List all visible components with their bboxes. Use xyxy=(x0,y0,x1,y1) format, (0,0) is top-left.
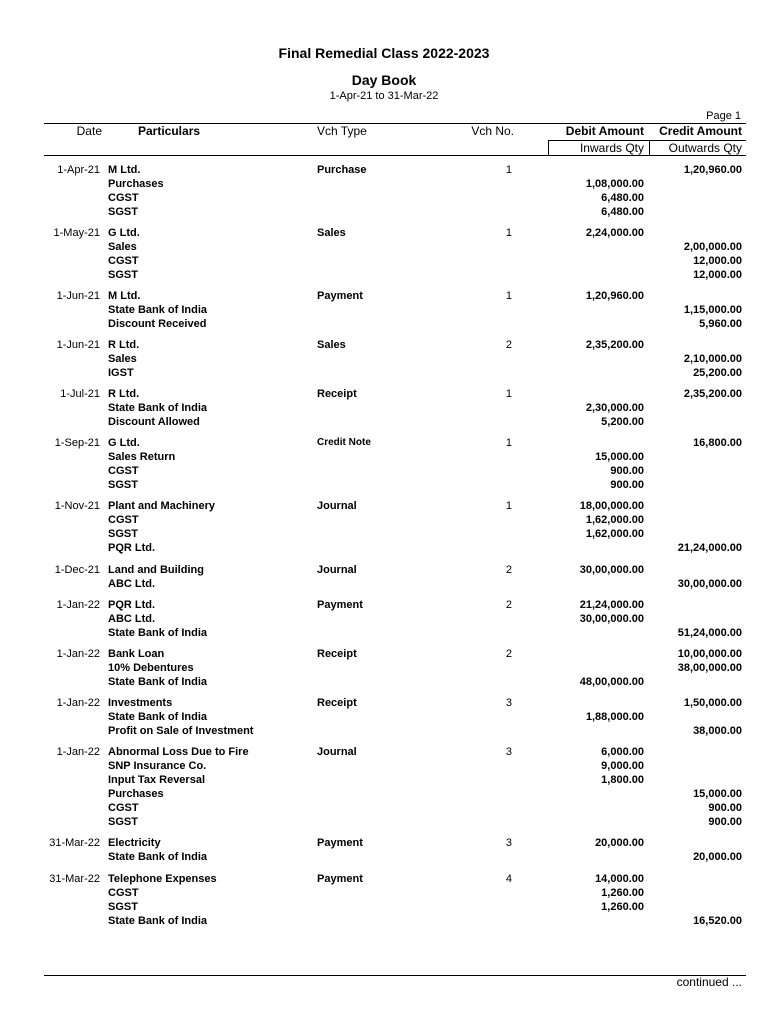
ledger-name: CGST xyxy=(108,465,139,477)
ledger-name: Purchases xyxy=(108,788,164,800)
credit-amount: 1,50,000.00 xyxy=(683,697,742,709)
ledger-name: Sales Return xyxy=(108,451,176,463)
credit-amount: 16,520.00 xyxy=(693,915,742,927)
voucher-line xyxy=(0,289,768,303)
ledger-name: G Ltd. xyxy=(108,227,140,239)
ledger-name: Discount Allowed xyxy=(108,416,200,428)
ledger-name: State Bank of India xyxy=(108,676,208,688)
voucher-type: Receipt xyxy=(317,388,357,400)
ledger-name: Sales xyxy=(108,353,137,365)
voucher-line xyxy=(0,850,768,864)
voucher-line xyxy=(0,401,768,415)
ledger-name: State Bank of India xyxy=(108,304,208,316)
voucher-line xyxy=(0,415,768,429)
debit-amount: 2,24,000.00 xyxy=(585,227,644,239)
debit-amount: 2,30,000.00 xyxy=(585,402,644,414)
voucher-line xyxy=(0,745,768,759)
voucher-line xyxy=(0,914,768,928)
ledger-name: Telephone Expenses xyxy=(108,873,217,885)
ledger-name: Plant and Machinery xyxy=(108,500,215,512)
voucher-line xyxy=(0,836,768,850)
ledger-name: Investments xyxy=(108,697,173,709)
voucher-date: 31-Mar-22 xyxy=(49,873,100,885)
credit-amount: 12,000.00 xyxy=(693,255,742,267)
ledger-name: State Bank of India xyxy=(108,711,208,723)
voucher-line xyxy=(0,450,768,464)
ledger-name: Input Tax Reversal xyxy=(108,774,205,786)
voucher-line xyxy=(0,815,768,829)
ledger-name: Bank Loan xyxy=(108,648,165,660)
ledger-name: State Bank of India xyxy=(108,915,208,927)
voucher-number: 3 xyxy=(505,746,512,758)
credit-amount: 1,20,960.00 xyxy=(683,164,742,176)
ledger-name: IGST xyxy=(108,367,134,379)
voucher-line xyxy=(0,710,768,724)
voucher-line xyxy=(0,647,768,661)
debit-amount: 1,08,000.00 xyxy=(585,178,644,190)
credit-amount: 900.00 xyxy=(708,816,742,828)
ledger-name: R Ltd. xyxy=(108,339,140,351)
voucher-line xyxy=(0,352,768,366)
voucher-date: 1-Jan-22 xyxy=(56,648,100,660)
voucher-number: 4 xyxy=(505,873,512,885)
debit-amount: 21,24,000.00 xyxy=(579,599,644,611)
ledger-name: 10% Debentures xyxy=(108,662,194,674)
credit-amount: 15,000.00 xyxy=(693,788,742,800)
voucher-number: 1 xyxy=(505,164,512,176)
debit-amount: 1,20,960.00 xyxy=(585,290,644,302)
ledger-name: CGST xyxy=(108,887,139,899)
ledger-name: SGST xyxy=(108,269,138,281)
col-vchtype-header: Vch Type xyxy=(317,124,367,138)
debit-amount: 900.00 xyxy=(610,479,644,491)
ledger-name: M Ltd. xyxy=(108,164,141,176)
voucher-number: 2 xyxy=(505,564,512,576)
credit-amount: 2,00,000.00 xyxy=(683,241,742,253)
voucher-line xyxy=(0,177,768,191)
voucher-number: 3 xyxy=(505,697,512,709)
voucher-type: Journal xyxy=(317,564,357,576)
col-inwards-header: Inwards Qty xyxy=(579,141,644,155)
voucher-date: 1-Nov-21 xyxy=(54,500,100,512)
credit-amount: 21,24,000.00 xyxy=(677,542,742,554)
ledger-name: SGST xyxy=(108,206,138,218)
ledger-name: M Ltd. xyxy=(108,290,141,302)
voucher-number: 1 xyxy=(505,290,512,302)
debit-amount: 1,62,000.00 xyxy=(585,514,644,526)
voucher-line xyxy=(0,773,768,787)
voucher-date: 1-Dec-21 xyxy=(54,564,100,576)
ledger-name: SGST xyxy=(108,528,138,540)
ledger-name: Sales xyxy=(108,241,137,253)
voucher-line xyxy=(0,900,768,914)
voucher-date: 1-Jan-22 xyxy=(56,746,100,758)
voucher-line xyxy=(0,387,768,401)
voucher-number: 1 xyxy=(505,500,512,512)
voucher-number: 2 xyxy=(505,339,512,351)
book-title: Day Book xyxy=(351,72,417,88)
voucher-line xyxy=(0,724,768,738)
voucher-line xyxy=(0,787,768,801)
ledger-name: Discount Received xyxy=(108,318,207,330)
ledger-name: Profit on Sale of Investment xyxy=(108,725,254,737)
voucher-line xyxy=(0,598,768,612)
voucher-line xyxy=(0,268,768,282)
col-date-header: Date xyxy=(76,124,102,138)
voucher-type: Receipt xyxy=(317,697,357,709)
voucher-date: 1-Jul-21 xyxy=(60,388,100,400)
debit-amount: 6,480.00 xyxy=(601,192,644,204)
voucher-line xyxy=(0,626,768,640)
col-credit-header: Credit Amount xyxy=(659,124,742,138)
voucher-date: 1-Sep-21 xyxy=(54,437,100,449)
voucher-number: 3 xyxy=(505,837,512,849)
credit-amount: 1,15,000.00 xyxy=(683,304,742,316)
ledger-name: G Ltd. xyxy=(108,437,140,449)
debit-amount: 9,000.00 xyxy=(601,760,644,772)
debit-amount: 6,480.00 xyxy=(601,206,644,218)
debit-amount: 30,00,000.00 xyxy=(579,564,644,576)
voucher-line xyxy=(0,226,768,240)
ledger-name: CGST xyxy=(108,255,139,267)
voucher-number: 1 xyxy=(505,388,512,400)
voucher-number: 2 xyxy=(505,599,512,611)
voucher-line xyxy=(0,478,768,492)
credit-amount: 16,800.00 xyxy=(693,437,742,449)
voucher-line xyxy=(0,801,768,815)
voucher-type: Purchase xyxy=(317,164,367,176)
voucher-number: 1 xyxy=(505,437,512,449)
voucher-line xyxy=(0,464,768,478)
credit-amount: 10,00,000.00 xyxy=(677,648,742,660)
credit-amount: 38,000.00 xyxy=(693,725,742,737)
voucher-line xyxy=(0,366,768,380)
col-vchno-header: Vch No. xyxy=(471,124,514,138)
company-name: Final Remedial Class 2022-2023 xyxy=(278,45,490,61)
credit-amount: 900.00 xyxy=(708,802,742,814)
credit-amount: 20,000.00 xyxy=(693,851,742,863)
voucher-date: 1-May-21 xyxy=(53,227,100,239)
credit-amount: 30,00,000.00 xyxy=(677,578,742,590)
voucher-type: Journal xyxy=(317,746,357,758)
voucher-date: 31-Mar-22 xyxy=(49,837,100,849)
debit-amount: 1,88,000.00 xyxy=(585,711,644,723)
voucher-line xyxy=(0,527,768,541)
voucher-line xyxy=(0,205,768,219)
page-number: Page 1 xyxy=(706,110,741,122)
voucher-line xyxy=(0,513,768,527)
voucher-line xyxy=(0,338,768,352)
footer-rule xyxy=(44,975,746,976)
voucher-date: 1-Jun-21 xyxy=(56,339,100,351)
voucher-line xyxy=(0,696,768,710)
debit-amount: 1,260.00 xyxy=(601,887,644,899)
ledger-name: ABC Ltd. xyxy=(108,613,156,625)
voucher-line xyxy=(0,254,768,268)
ledger-name: Abnormal Loss Due to Fire xyxy=(108,746,249,758)
voucher-type: Payment xyxy=(317,873,363,885)
debit-amount: 30,00,000.00 xyxy=(579,613,644,625)
voucher-line xyxy=(0,577,768,591)
col-debit-header: Debit Amount xyxy=(565,124,644,138)
ledger-name: SGST xyxy=(108,816,138,828)
ledger-name: R Ltd. xyxy=(108,388,140,400)
report-period: 1-Apr-21 to 31-Mar-22 xyxy=(329,90,439,102)
debit-amount: 5,200.00 xyxy=(601,416,644,428)
debit-amount: 20,000.00 xyxy=(595,837,644,849)
credit-amount: 51,24,000.00 xyxy=(677,627,742,639)
ledger-name: Land and Building xyxy=(108,564,204,576)
debit-amount: 18,00,000.00 xyxy=(579,500,644,512)
credit-amount: 2,35,200.00 xyxy=(683,388,742,400)
ledger-name: SNP Insurance Co. xyxy=(108,760,207,772)
debit-amount: 2,35,200.00 xyxy=(585,339,644,351)
voucher-type: Sales xyxy=(317,339,346,351)
voucher-number: 2 xyxy=(505,648,512,660)
voucher-type: Payment xyxy=(317,599,363,611)
voucher-date: 1-Apr-21 xyxy=(57,164,100,176)
debit-amount: 1,260.00 xyxy=(601,901,644,913)
voucher-type: Credit Note xyxy=(317,437,371,448)
credit-amount: 38,00,000.00 xyxy=(677,662,742,674)
ledger-name: SGST xyxy=(108,479,138,491)
credit-amount: 12,000.00 xyxy=(693,269,742,281)
debit-amount: 48,00,000.00 xyxy=(579,676,644,688)
debit-amount: 6,000.00 xyxy=(601,746,644,758)
ledger-name: Electricity xyxy=(108,837,161,849)
voucher-line xyxy=(0,163,768,177)
credit-amount: 5,960.00 xyxy=(699,318,742,330)
debit-amount: 14,000.00 xyxy=(595,873,644,885)
continued-note: continued ... xyxy=(676,975,742,989)
voucher-line xyxy=(0,759,768,773)
ledger-name: ABC Ltd. xyxy=(108,578,156,590)
ledger-name: PQR Ltd. xyxy=(108,599,156,611)
debit-amount: 1,62,000.00 xyxy=(585,528,644,540)
voucher-line xyxy=(0,612,768,626)
ledger-name: PQR Ltd. xyxy=(108,542,156,554)
voucher-date: 1-Jun-21 xyxy=(56,290,100,302)
voucher-line xyxy=(0,541,768,555)
voucher-line xyxy=(0,563,768,577)
ledger-name: Purchases xyxy=(108,178,164,190)
voucher-type: Payment xyxy=(317,290,363,302)
voucher-date: 1-Jan-22 xyxy=(56,697,100,709)
voucher-line xyxy=(0,499,768,513)
voucher-date: 1-Jan-22 xyxy=(56,599,100,611)
voucher-type: Journal xyxy=(317,500,357,512)
voucher-type: Sales xyxy=(317,227,346,239)
voucher-line xyxy=(0,240,768,254)
voucher-line xyxy=(0,675,768,689)
credit-amount: 2,10,000.00 xyxy=(683,353,742,365)
col-outwards-header: Outwards Qty xyxy=(668,141,742,155)
ledger-name: State Bank of India xyxy=(108,851,208,863)
voucher-line xyxy=(0,191,768,205)
ledger-name: CGST xyxy=(108,514,139,526)
ledger-name: CGST xyxy=(108,192,139,204)
voucher-type: Receipt xyxy=(317,648,357,660)
voucher-line xyxy=(0,661,768,675)
voucher-line xyxy=(0,436,768,450)
credit-amount: 25,200.00 xyxy=(693,367,742,379)
col-particulars-header: Particulars xyxy=(138,124,201,138)
voucher-line xyxy=(0,303,768,317)
voucher-type: Payment xyxy=(317,837,363,849)
voucher-line xyxy=(0,872,768,886)
debit-amount: 900.00 xyxy=(610,465,644,477)
debit-amount: 1,800.00 xyxy=(601,774,644,786)
ledger-name: CGST xyxy=(108,802,139,814)
voucher-line xyxy=(0,317,768,331)
ledger-name: SGST xyxy=(108,901,138,913)
voucher-line xyxy=(0,886,768,900)
debit-amount: 15,000.00 xyxy=(595,451,644,463)
voucher-number: 1 xyxy=(505,227,512,239)
ledger-name: State Bank of India xyxy=(108,627,208,639)
ledger-name: State Bank of India xyxy=(108,402,208,414)
